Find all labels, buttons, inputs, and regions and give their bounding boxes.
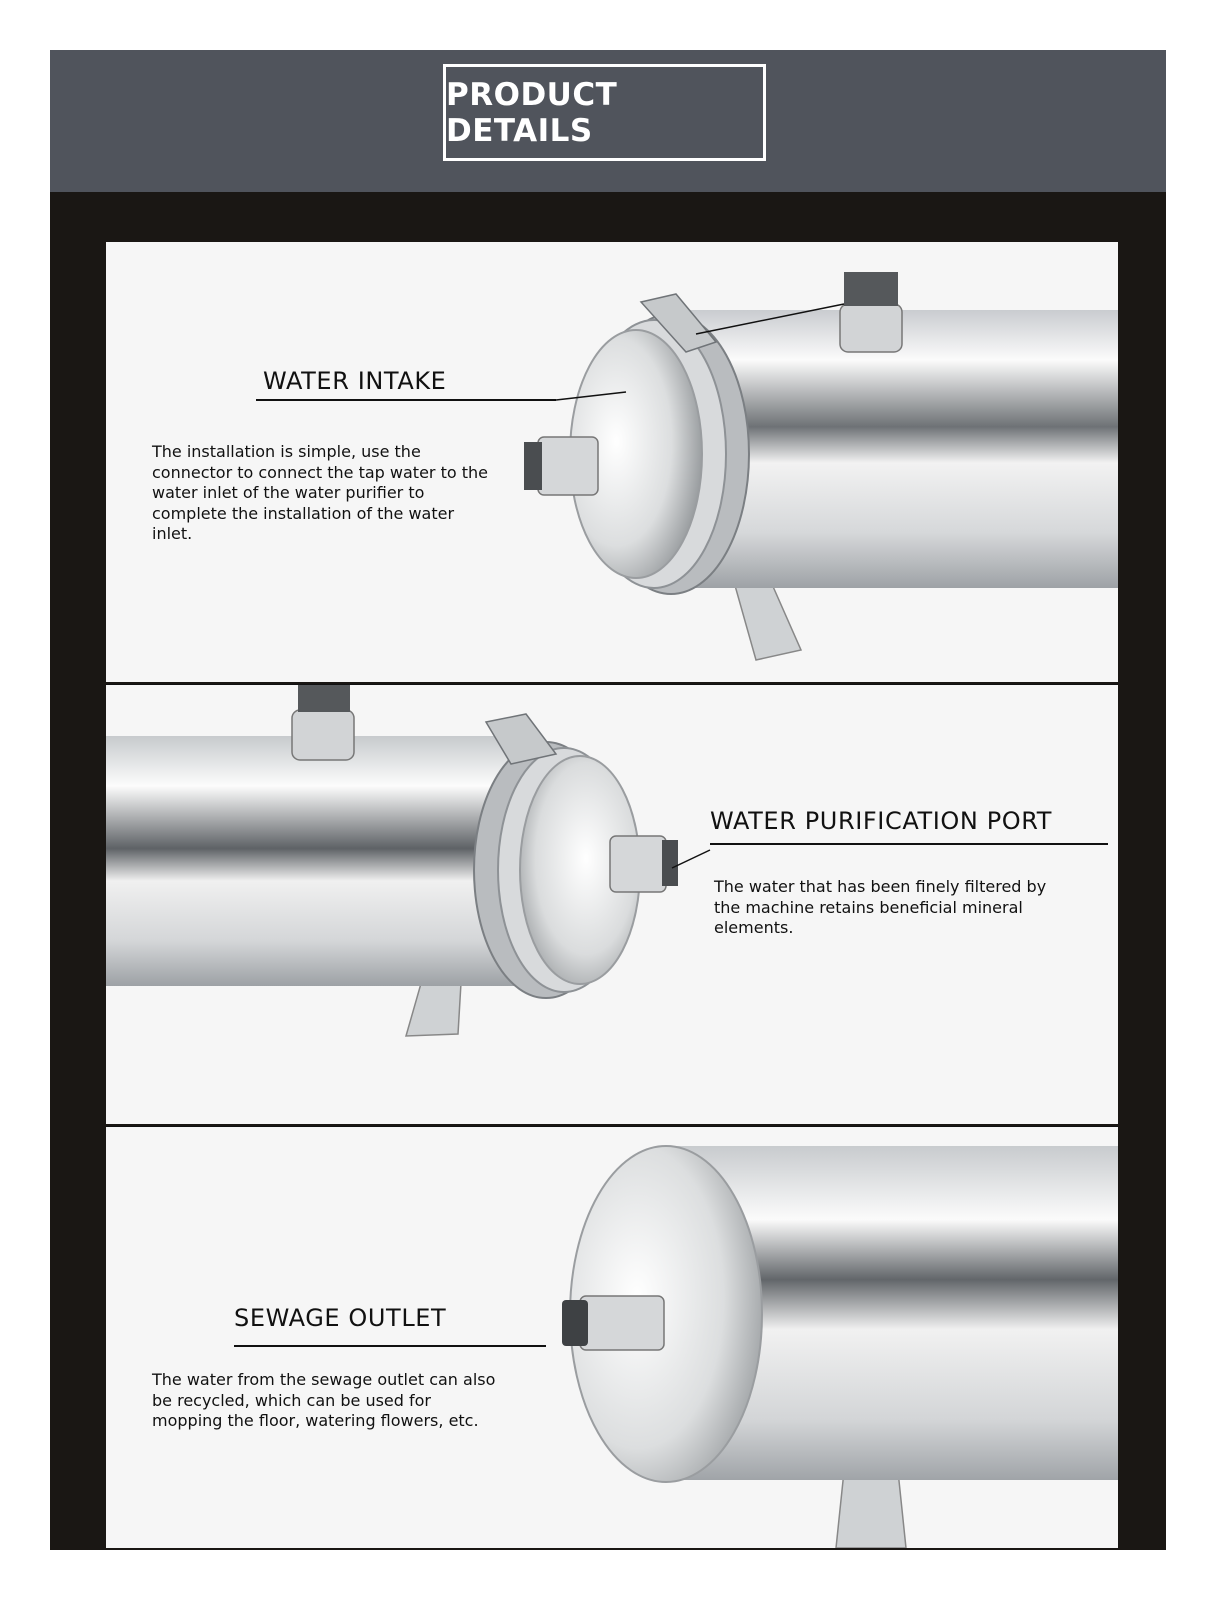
section-description: The water that has been finely filtered by the machine retains beneficial mineral elements.: [714, 877, 1047, 937]
section-water-intake: [106, 242, 1118, 682]
title-box: [443, 64, 766, 161]
header-banner: [50, 50, 1166, 192]
section-heading: WATER INTAKE: [263, 367, 447, 395]
product-details-frame: [50, 50, 1166, 1550]
section-heading: WATER PURIFICATION PORT: [710, 807, 1053, 835]
mount-leg: [734, 582, 801, 660]
inlet-connector: [538, 437, 598, 495]
top-port: [840, 304, 902, 352]
section-heading: SEWAGE OUTLET: [234, 1304, 447, 1332]
section-description: The installation is simple, use the connector to connect the tap water to the water inlet of the water purifier to complete the installation of the water inlet.: [152, 442, 488, 543]
section-sewage-outlet: [106, 1126, 1118, 1548]
section-water-purification-port: [106, 684, 1118, 1124]
sewage-connector: [580, 1296, 664, 1350]
sewage-outlet-illustration: [106, 1126, 1118, 1548]
section-description: The water from the sewage outlet can also be recycled, which can be used for mopping the floor, watering flowers, etc.: [152, 1370, 496, 1430]
outlet-connector: [610, 836, 666, 892]
page-title: PRODUCT DETAILS: [446, 76, 618, 149]
top-port: [292, 710, 354, 760]
